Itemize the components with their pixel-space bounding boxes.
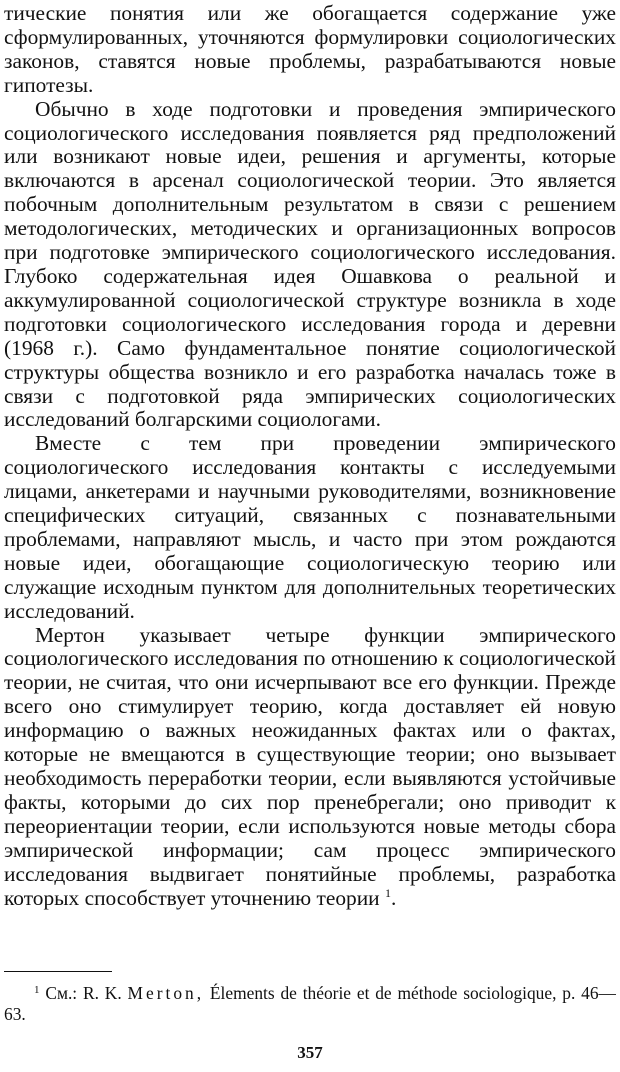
paragraph-text: Обычно в ходе подготовки и проведения эмпирического социологического исследования появляется ряд предположений или возникают новые идеи, решения и аргументы, которые включаются в арсенал социологической теории. Это является побочным дополнительным результатом в связи с решением методологических, методических и организационных вопросов при подготовке эмпирического социологического исследования. Глубоко содержательная идея Ошавкова о реальной и аккумулированной социологической структуре возникла в ходе подготовки социологического исследования города и деревни (1968 г.). Само фундаментальное понятие социологической структуры общества возникло и его разработка началась тоже в связи с подготовкой ряда эмпирических социологических исследований болгарскими социологами. [4, 96, 616, 432]
paragraph [4, 432, 616, 623]
paragraph-text: тические понятия или же обогащается содержание уже сформулированных, уточняются формулировки социологических законов, ставятся новые проблемы, разрабатываются новые гипотезы. [4, 1, 616, 97]
page-number: 357 [297, 1043, 323, 1062]
paragraph-text: Вместе с тем при проведении эмпирического социологического исследования контакты с исследуемыми лицами, анкетерами и научными руководителями, возникновение специфических ситуаций, связанных с познавательными проблемами, направляют мысль, и часто при этом рождаются новые идеи, обогащающие социологическую теорию или служащие исходным пунктом для дополнительных теоретических исследований. [4, 431, 616, 623]
footnote [4, 983, 616, 1025]
body-text [4, 2, 616, 910]
paragraph [4, 98, 616, 433]
paragraph-continuation [4, 2, 616, 98]
footnote-divider [4, 971, 112, 972]
footnote-author: Merton, [127, 983, 205, 1003]
footnote-citation: Élements de théorie et de méthode sociologique, p. 46—63. [4, 983, 616, 1024]
footnote-prefix: См.: R. K. [45, 983, 122, 1003]
paragraph: Мертон указывает четыре функции эмпирического социологического исследования по отношению к социологической теории, не считая, что они исчерпывают все его функции. Прежде всего оно стимулирует теорию, когда доставляет ей новую информацию о важных неожиданных фактах или о фактах, которые не вмещаются в существующие теории; оно вызывает необходимость переработки теории, если выявляются устойчивые факты, которыми до сих пор пренебрегали; оно приводит к переориентации теории, если используются новые методы сбора эмпирической информации; сам процесс эмпирического исследования выдвигает понятийные проблемы, разработка которых способствует уточнению теории $^1$. [4, 622, 616, 910]
footnote-marker: 1 [34, 984, 40, 996]
paragraph-text: Мертон указывает четыре функции эмпирического социологического исследования по отношению к социологической теории, не считая, что они исчерпывают все его функции. Прежде всего оно стимулирует теорию, когда доставляет ей новую информацию о важных неожиданных фактах или о фактах, которые не вмещаются в существующие теории; оно вызывает необходимость переработки теории, если выявляются устойчивые факты, которыми до сих пор пренебрегали; оно приводит к переориентации теории, если используются новые методы сбора эмпирической информации; сам процесс эмпирического исследования выдвигает понятийные проблемы, разработка которых способствует уточнению теории [4, 622, 616, 910]
footnote-reference[interactable]: 1 [384, 885, 391, 900]
